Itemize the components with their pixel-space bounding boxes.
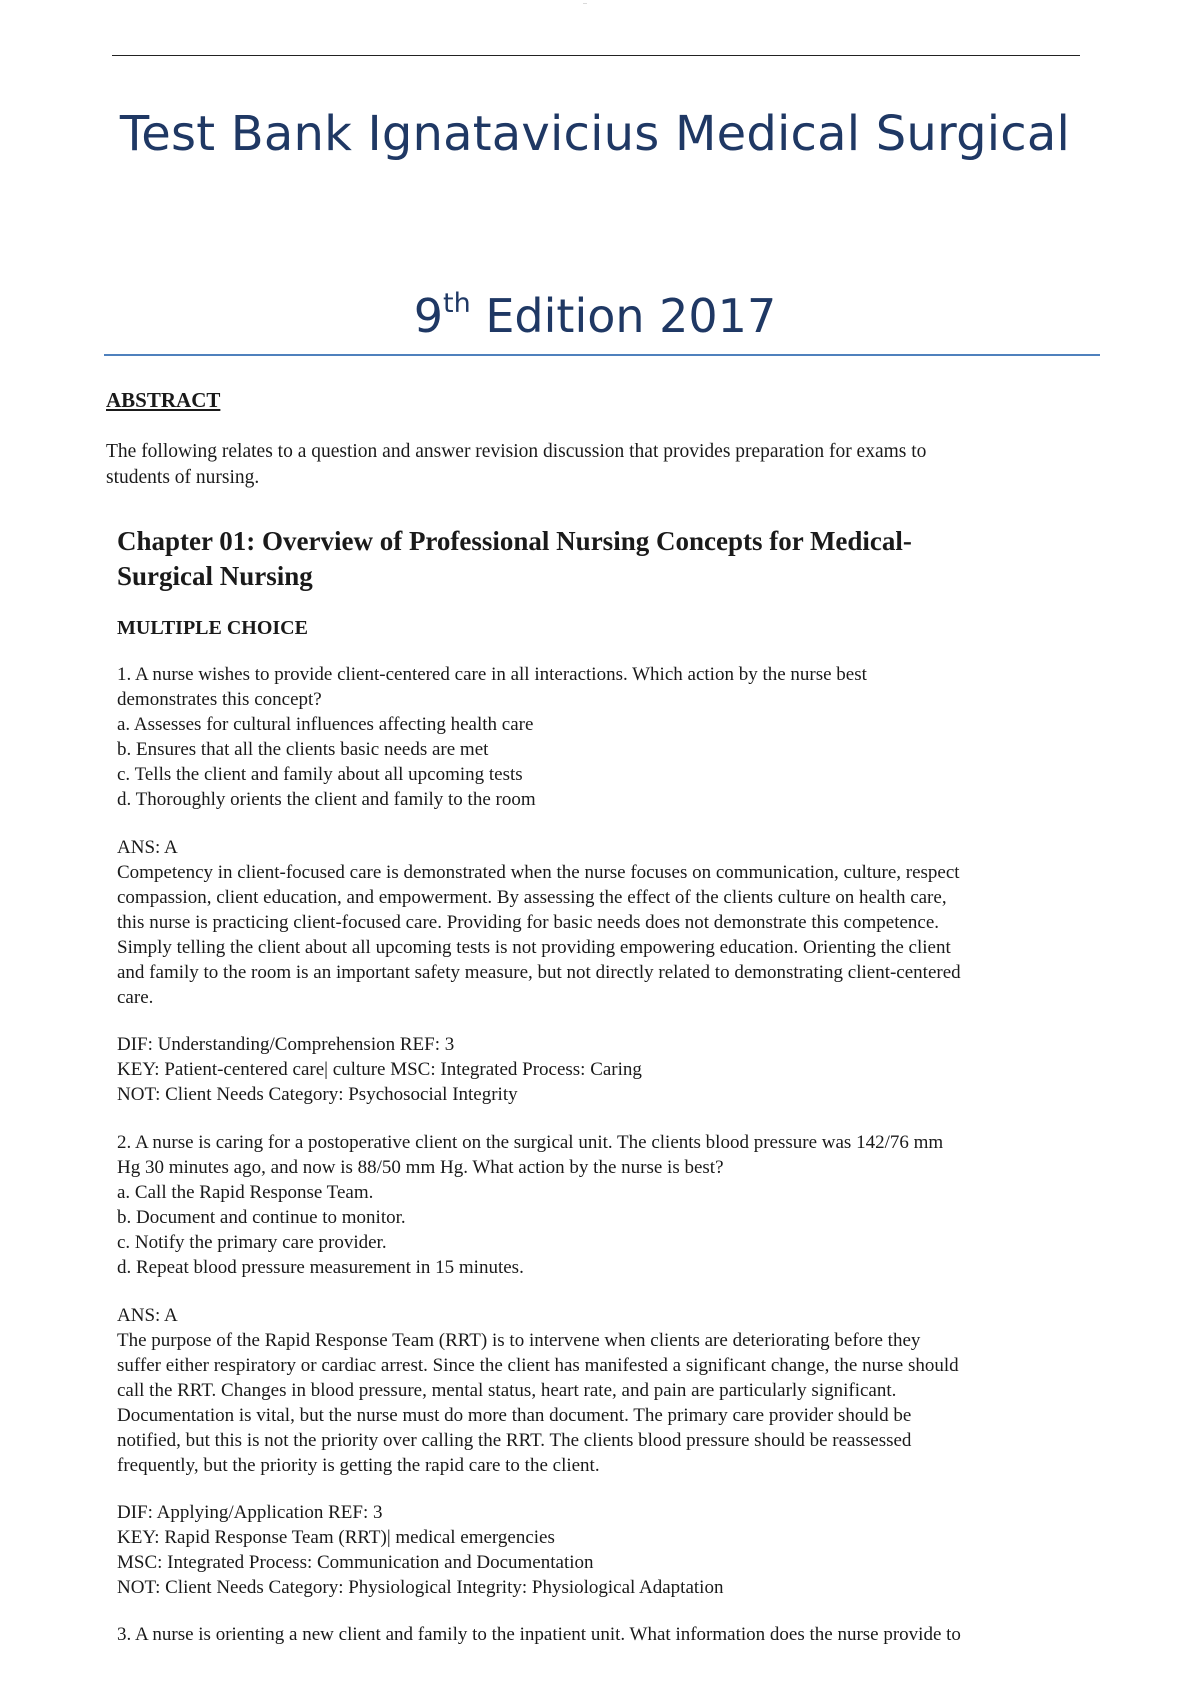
option-a: a. Call the Rapid Response Team. (117, 1182, 374, 1203)
meta-line: NOT: Client Needs Category: Psychosocial Integrity (117, 1084, 518, 1105)
edition-number: 9 (413, 289, 444, 343)
rationale-line: compassion, client education, and empowerment. By assessing the effect of the clients culture on health care, (117, 887, 947, 908)
rationale-line: Competency in client-focused care is demonstrated when the nurse focuses on communication, culture, respect (117, 862, 960, 883)
question-2-answer (117, 1303, 1087, 1478)
stem-line: Hg 30 minutes ago, and now is 88/50 mm Hg. What action by the nurse is best? (117, 1157, 724, 1178)
option-d: d. Thoroughly orients the client and family to the room (117, 789, 536, 810)
meta-line: MSC: Integrated Process: Communication and Documentation (117, 1552, 594, 1573)
abstract-line: students of nursing. (106, 467, 260, 488)
meta-line: DIF: Understanding/Comprehension REF: 3 (117, 1034, 455, 1055)
meta-line: DIF: Applying/Application REF: 3 (117, 1502, 383, 1523)
option-c: c. Tells the client and family about all upcoming tests (117, 764, 523, 785)
meta-line: KEY: Rapid Response Team (RRT)| medical emergencies (117, 1527, 555, 1548)
rationale-line: notified, but this is not the priority over calling the RRT. The clients blood pressure should be reassessed (117, 1430, 912, 1451)
rationale-line: Simply telling the client about all upcoming tests is not providing empowering education. Orienting the client (117, 937, 951, 958)
question-3-stem (117, 1622, 1087, 1647)
abstract-text (106, 439, 1066, 491)
question-1-stem (117, 662, 1087, 812)
document-edition (0, 288, 1190, 343)
section-heading: MULTIPLE CHOICE (117, 617, 308, 639)
answer: ANS: A (117, 1305, 178, 1326)
rationale-line: Documentation is vital, but the nurse must do more than document. The primary care provider should be (117, 1405, 912, 1426)
option-c: c. Notify the primary care provider. (117, 1232, 387, 1253)
question-2-meta (117, 1500, 1087, 1600)
edition-suffix: th (443, 288, 471, 319)
title-rule (104, 354, 1100, 356)
abstract-line: The following relates to a question and answer revision discussion that provides preparation for exams to (106, 441, 927, 462)
chapter-line: Chapter 01: Overview of Professional Nursing Concepts for Medical- (117, 526, 912, 556)
meta-line: KEY: Patient-centered care| culture MSC: Integrated Process: Caring (117, 1059, 642, 1080)
rationale-line: care. (117, 987, 154, 1008)
chapter-line: Surgical Nursing (117, 561, 313, 591)
stem-line: demonstrates this concept? (117, 689, 322, 710)
rationale-line: frequently, but the priority is getting the rapid care to the client. (117, 1455, 600, 1476)
rationale-line: call the RRT. Changes in blood pressure, mental status, heart rate, and pain are particularly significant. (117, 1380, 897, 1401)
rationale-line: this nurse is practicing client-focused care. Providing for basic needs does not demonstrate this competence. (117, 912, 940, 933)
option-b: b. Ensures that all the clients basic needs are met (117, 739, 489, 760)
stem-line: 1. A nurse wishes to provide client-centered care in all interactions. Which action by the nurse best (117, 664, 867, 685)
answer: ANS: A (117, 837, 178, 858)
document-title: Test Bank Ignatavicius Medical Surgical (119, 106, 1071, 162)
option-b: b. Document and continue to monitor. (117, 1207, 406, 1228)
top-rule (112, 55, 1080, 56)
rationale-line: The purpose of the Rapid Response Team (RRT) is to intervene when clients are deteriorating before they (117, 1330, 921, 1351)
rationale-line: suffer either respiratory or cardiac arrest. Since the client has manifested a significant change, the nurse should (117, 1355, 959, 1376)
stem-line: 2. A nurse is caring for a postoperative client on the surgical unit. The clients blood pressure was 142/76 mm (117, 1132, 944, 1153)
option-a: a. Assesses for cultural influences affecting health care (117, 714, 534, 735)
header-mark: — (583, 0, 587, 5)
question-1-answer (117, 835, 1087, 1010)
option-d: d. Repeat blood pressure measurement in 15 minutes. (117, 1257, 524, 1278)
rationale-line: and family to the room is an important safety measure, but not directly related to demonstrating client-centered (117, 962, 961, 983)
chapter-heading (117, 524, 1077, 594)
stem-line: 3. A nurse is orienting a new client and family to the inpatient unit. What information does the nurse provide to (117, 1624, 961, 1645)
edition-rest: Edition 2017 (470, 289, 777, 343)
meta-line: NOT: Client Needs Category: Physiological Integrity: Physiological Adaptation (117, 1577, 724, 1598)
question-1-meta (117, 1032, 1087, 1107)
question-2-stem (117, 1130, 1087, 1280)
abstract-heading: ABSTRACT (106, 388, 221, 412)
